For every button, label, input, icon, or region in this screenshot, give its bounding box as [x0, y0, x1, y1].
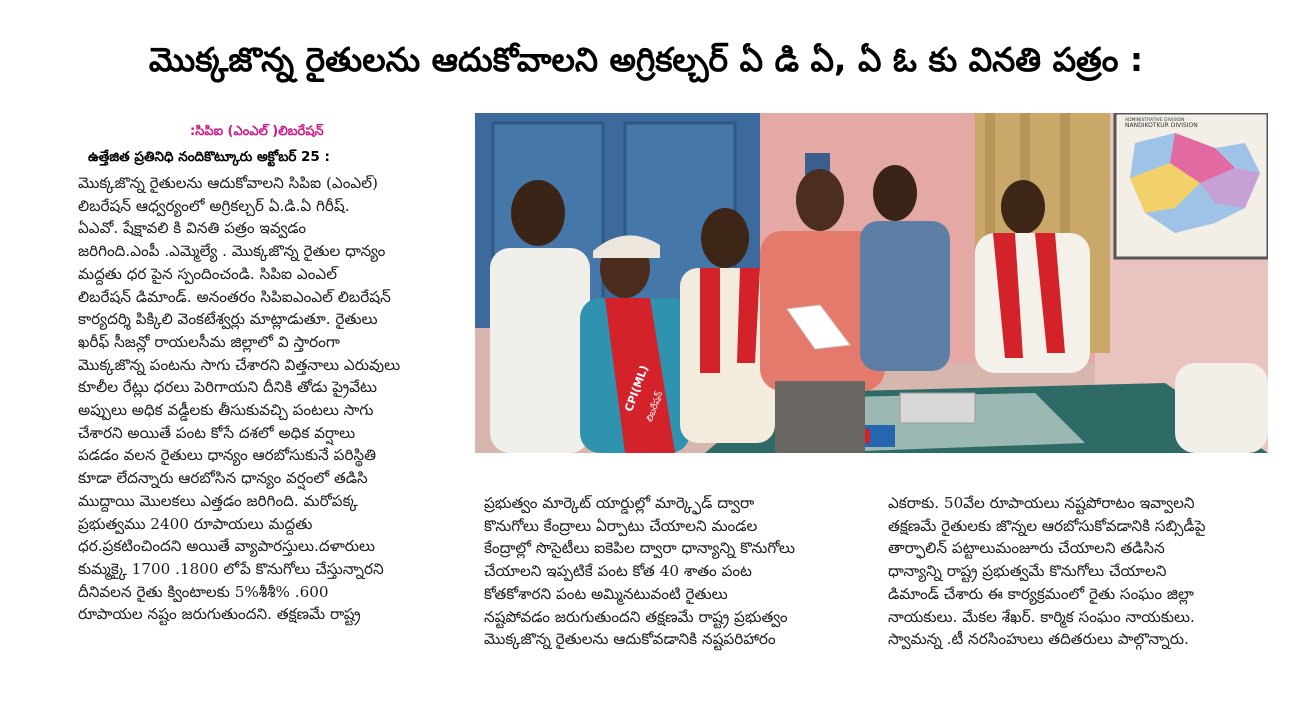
column-line: కొనుగోలు కేంద్రాలు ఏర్పాటు చేయాలని మండల: [484, 516, 758, 535]
column-line: జరిగింది.ఎంపీ .ఎమ్మెల్యే . మొక్కజొన్న రైతుల ధాన్యం: [78, 242, 386, 261]
column-line: కార్యదర్శి పిక్కిలి వెంకటేశ్వర్లు మాట్లాడుతూ. రైతులు: [78, 310, 378, 329]
article-headline: మొక్కజొన్న రైతులను ఆదుకోవాలని అగ్రికల్చర్ ఏ డి ఏ, ఏ ఓ కు వినతి పత్రం :: [148, 40, 1144, 79]
column-line: లిబరేషన్ ఆధ్వర్యంలో అగ్రికల్చర్ ఏ.డి.ఏ గిరీష్.: [78, 196, 350, 215]
column-line: దీనివలన రైతు క్వింటాలకు 5%శీశీ% .600: [78, 582, 329, 601]
map-title: NANDIKOTKUR DIVISION: [1125, 122, 1198, 129]
column-line: తక్షణమే రైతులకు జొన్నల ఆరబోసుకోవడానికి సబ్సిడీపై: [888, 516, 1206, 535]
article-photo: [475, 113, 1268, 453]
column-line: నష్టపోవడం జరుగుతుందని తక్షణమే రాష్ట్ర ప్రభుత్వం: [484, 607, 788, 626]
column-line: తార్ఫాలిన్ పట్టాలుమంజూరు చేయాలని తడిసిన: [888, 539, 1165, 558]
column-line: మద్దతు ధర పైన స్పందించండి. సిపిఐ ఎంఎల్: [78, 264, 337, 283]
column-line: రూపాయల నష్టం జరుగుతుందని. తక్షణమే రాష్ట్ర: [78, 605, 361, 624]
column-line: లిబరేషన్ డిమాండ్. అనంతరం సిపిఐఎంఎల్ లిబరేషన్: [78, 287, 391, 306]
map-subtitle: ADMINISTRATIVE DIVISION: [1125, 118, 1185, 123]
article-dateline: ఉత్తేజిత ప్రతినిధి నందికొట్కూరు అక్టోబర్ 25 :: [88, 149, 330, 165]
column-line: ఎకరాకు. 50వేల రూపాయలు నష్టపోరాటం ఇవ్వాలని: [888, 494, 1195, 512]
column-line: మొక్కజొన్న రైతులను ఆదుకోవాలని సిపిఐ (ఎంఎల్): [78, 174, 378, 192]
column-line: ముద్దాయి మొలకలు ఎత్తడం జరిగింది. మరోపక్క: [78, 491, 358, 510]
column-line: ఏఎవో. షేక్షావలి కి వినతి పత్రం ఇవ్వడం: [78, 219, 307, 238]
article-kicker: :సిపిఐ (ఎంఎల్ )లిబరేషన్: [190, 124, 324, 139]
column-line: పడడం వలన రైతులు ధాన్యం ఆరబోసుకునే పరిస్థితి: [78, 446, 377, 465]
column-line: ప్రభుత్వము 2400 రూపాయలు మద్దతు: [78, 514, 313, 533]
column-line: చేయాలని ఇప్పటికే పంట కోత 40 శాతం పంట: [484, 562, 752, 581]
column-line: ధాన్యాన్ని రాష్ట్ర ప్రభుత్వమే కొనుగోలు చేయాలని: [888, 562, 1167, 581]
laptop: [900, 393, 975, 423]
column-line: డిమాండ్ చేశారు ఈ కార్యక్రమంలో రైతు సంఘం జిల్లా: [888, 584, 1194, 603]
wall-map: [1115, 113, 1268, 258]
column-line: చేశారని అయితే పంట కోసే దశలో అధిక వర్షాలు: [78, 423, 356, 442]
flag-text-telugu: లిబరేషన్: [645, 390, 666, 424]
column-line: కోతకోశారని పంట అమ్మినటువంటి రైతులు: [484, 584, 728, 603]
column-line: నాయకులు. మేకల శేఖర్. కార్మిక సంఘం నాయకులు.: [888, 607, 1195, 626]
column-line: కూడా లేదన్నారు ఆరబోసిన ధాన్యం వర్షంలో తడిసి: [78, 469, 368, 488]
article-column-3: [888, 492, 1270, 651]
person-7: [1175, 363, 1268, 453]
column-line: మొక్కజొన్న రైతులను ఆదుకోవడానికి నష్టపరిహారం: [484, 630, 776, 649]
column-line: కేంద్రాల్లో సొసైటీలు ఐకెపిల ద్వారా ధాన్యాన్ని కొనుగోలు: [484, 539, 795, 558]
column-line: అప్పులు అధిక వడ్డీలకు తీసుకువచ్చి పంటలు సాగు: [78, 401, 374, 420]
article-column-2: [484, 492, 864, 651]
column-line: మొక్కజొన్న పంటను సాగు చేశారని విత్తనాలు ఎరువులు: [78, 355, 401, 374]
column-line: ఖరీఫ్ సీజన్లో రాయలసీమ జిల్లాలో వి స్తారంగా: [78, 332, 340, 351]
column-line: ప్రభుత్వం మార్కెట్ యార్డుల్లో మార్క్ఫెడ్ ద్వారా: [484, 494, 755, 512]
column-line: కుమ్మక్కై 1700 .1800 లోపే కొనుగోలు చేస్తున్నారని: [78, 559, 384, 578]
column-line: కూలీల రేట్లు ధరలు పెరిగాయని దీనికి తోడు ప్రైవేటు: [78, 378, 378, 397]
column-line: ధర.ప్రకటించిందని అయితే వ్యాపారస్తులు.దళారులు: [78, 537, 376, 556]
article-column-1: [78, 172, 462, 626]
column-line: స్వామన్న .టీ నరసింహులు తదితరులు పాల్గొన్నారు.: [888, 630, 1189, 649]
flag-text: CPI(ML): [622, 363, 651, 414]
